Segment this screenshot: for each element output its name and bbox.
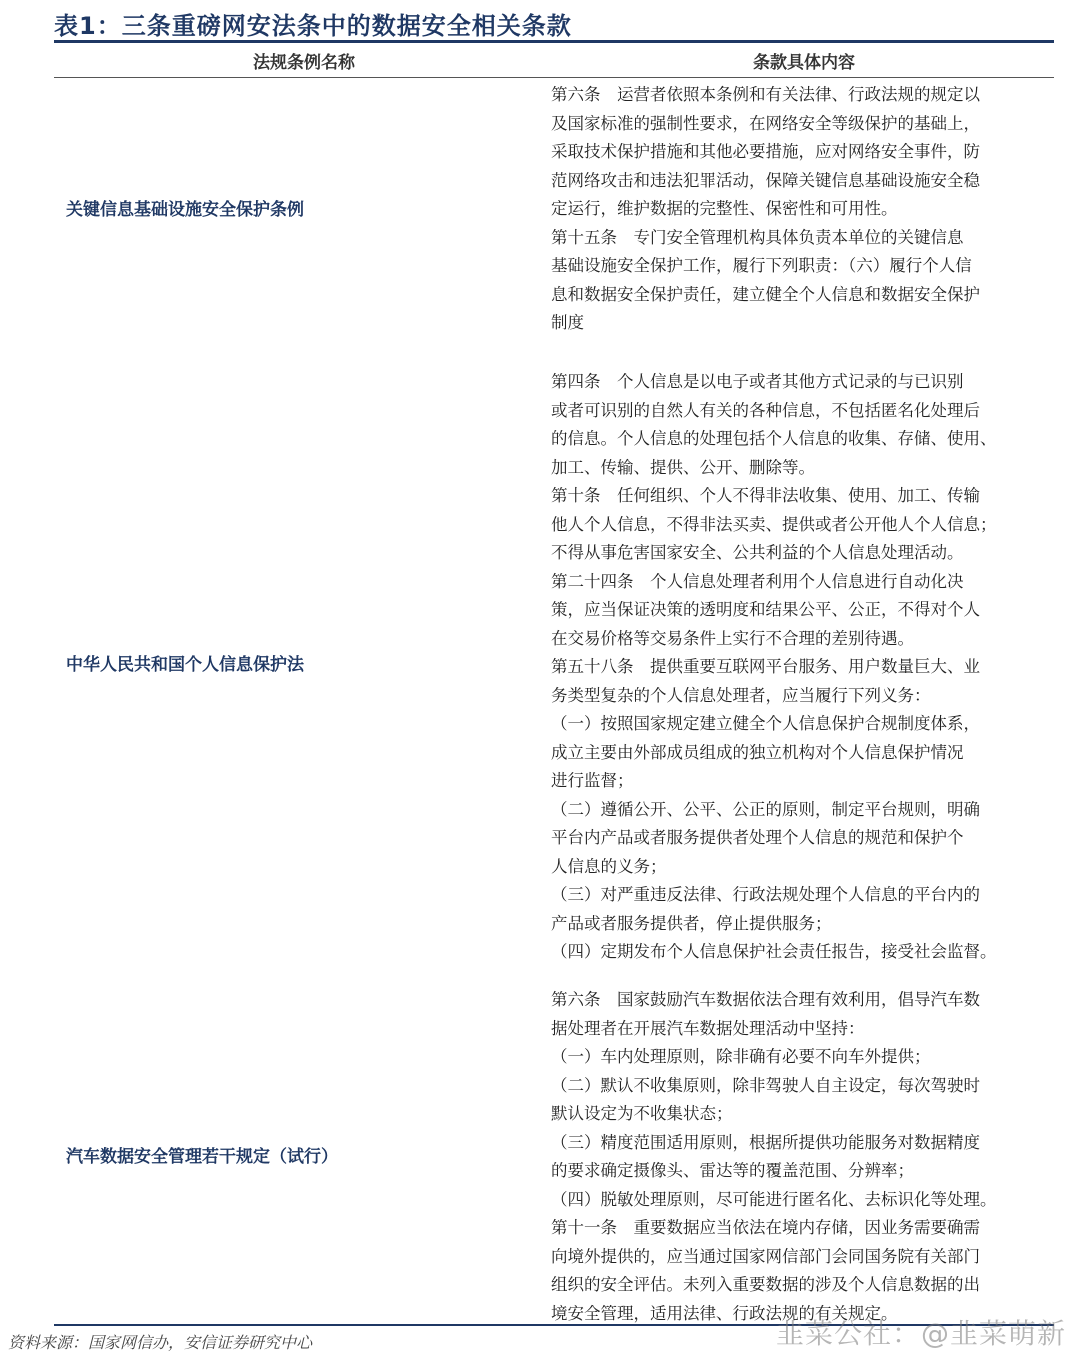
watermark-text: 韭菜公社：@韭菜萌新 xyxy=(775,1317,1066,1350)
clause-line: 基础设施安全保护工作，履行下列职责：（六）履行个人信 xyxy=(551,256,972,275)
clause-line: 向境外提供的，应当通过国家网信部门会同国务院有关部门 xyxy=(551,1246,980,1266)
clause-line: 据处理者在开展汽车数据处理活动中坚持： xyxy=(551,1018,865,1038)
table-title: 表1：三条重磅网安法条中的数据安全相关条款 xyxy=(54,12,572,40)
clause-line: 第十条 任何组织、个人不得非法收集、使用、加工、传输 xyxy=(551,486,980,505)
clause-line: 第六条 国家鼓励汽车数据依法合理有效利用，倡导汽车数 xyxy=(551,990,980,1009)
clause-line: 第十五条 专门安全管理机构具体负责本单位的关键信息 xyxy=(551,227,964,247)
clause-line: 第二十四条 个人信息处理者利用个人信息进行自动化决 xyxy=(551,571,964,591)
clause-line: （三）对严重违反法律、行政法规处理个人信息的平台内的 xyxy=(551,885,980,904)
clause-line: （二）默认不收集原则，除非驾驶人自主设定，每次驾驶时 xyxy=(551,1075,980,1095)
clause-line: 及国家标准的强制性要求，在网络安全等级保护的基础上， xyxy=(551,113,980,133)
clause-line: 人信息的义务； xyxy=(551,856,667,876)
clause-line: 采取技术保护措施和其他必要措施，应对网络安全事件，防 xyxy=(551,142,980,161)
clause-line: 或者可识别的自然人有关的各种信息，不包括匿名化处理后 xyxy=(551,400,980,420)
table-header xyxy=(54,44,1054,76)
clause-line: （一）按照国家规定建立健全个人信息保护合规制度体系， xyxy=(551,714,980,733)
clause-line: 组织的安全评估。未列入重要数据的涉及个人信息数据的出 xyxy=(551,1275,980,1294)
clause-line: 成立主要由外部成员组成的独立机构对个人信息保护情况 xyxy=(551,742,964,762)
clause-line: 制度 xyxy=(551,313,584,332)
regulation-name: 中华人民共和国个人信息保护法 xyxy=(66,655,304,675)
clause-content xyxy=(551,368,1051,967)
clause-line: 第十一条 重要数据应当依法在境内存储，因业务需要确需 xyxy=(551,1218,980,1237)
clause-line: （一）车内处理原则，除非确有必要不向车外提供； xyxy=(551,1047,931,1066)
header-regulation-name: 法规条例名称 xyxy=(253,52,355,73)
clause-content xyxy=(551,986,1051,1328)
clause-line: （三）精度范围适用原则，根据所提供功能服务对数据精度 xyxy=(551,1132,980,1152)
clause-line: 加工、传输、提供、公开、删除等。 xyxy=(551,457,815,477)
clause-line: 他人个人信息，不得非法买卖、提供或者公开他人个人信息； xyxy=(551,514,997,534)
title-rule xyxy=(54,40,1054,43)
clause-line: 第六条 运营者依照本条例和有关法律、行政法规的规定以 xyxy=(551,85,980,104)
clause-line: 息和数据安全保护责任，建立健全个人信息和数据安全保护 xyxy=(551,284,980,304)
clause-line: 范网络攻击和违法犯罪活动，保障关键信息基础设施安全稳 xyxy=(551,170,980,190)
clause-line: 定运行，维护数据的完整性、保密性和可用性。 xyxy=(551,199,898,218)
clause-line: 策，应当保证决策的透明度和结果公平、公正，不得对个人 xyxy=(551,600,980,619)
clause-line: 平台内产品或者服务提供者处理个人信息的规范和保护个 xyxy=(551,828,964,847)
regulation-name: 关键信息基础设施安全保护条例 xyxy=(66,200,304,220)
clause-line: 境安全管理，适用法律、行政法规的有关规定。 xyxy=(551,1303,898,1323)
regulation-name: 汽车数据安全管理若干规定（试行） xyxy=(66,1147,338,1167)
clause-line: 第四条 个人信息是以电子或者其他方式记录的与已识别 xyxy=(551,372,964,391)
clause-line: 在交易价格等交易条件上实行不合理的差别待遇。 xyxy=(551,628,914,648)
source-note: 资料来源：国家网信办，安信证券研究中心 xyxy=(8,1333,313,1352)
watermark xyxy=(776,1312,1066,1352)
clause-line: 不得从事危害国家安全、公共利益的个人信息处理活动。 xyxy=(551,543,964,562)
clause-content xyxy=(551,81,1051,338)
header-clause-content: 条款具体内容 xyxy=(753,52,855,73)
clause-line: 进行监督； xyxy=(551,771,634,790)
clause-line: （四）定期发布个人信息保护社会责任报告，接受社会监督。 xyxy=(551,942,997,961)
clause-line: 第五十八条 提供重要互联网平台服务、用户数量巨大、业 xyxy=(551,657,980,676)
clause-line: 务类型复杂的个人信息处理者，应当履行下列义务： xyxy=(551,685,931,705)
clause-line: （二）遵循公开、公平、公正的原则，制定平台规则，明确 xyxy=(551,799,980,819)
header-rule xyxy=(54,77,1054,78)
clause-line: 的要求确定摄像头、雷达等的覆盖范围、分辨率； xyxy=(551,1161,914,1180)
clause-line: 产品或者服务提供者，停止提供服务； xyxy=(551,913,832,933)
clause-line: 默认设定为不收集状态； xyxy=(551,1104,733,1123)
clause-line: （四）脱敏处理原则，尽可能进行匿名化、去标识化等处理。 xyxy=(551,1189,997,1209)
clause-line: 的信息。个人信息的处理包括个人信息的收集、存储、使用、 xyxy=(551,429,997,448)
